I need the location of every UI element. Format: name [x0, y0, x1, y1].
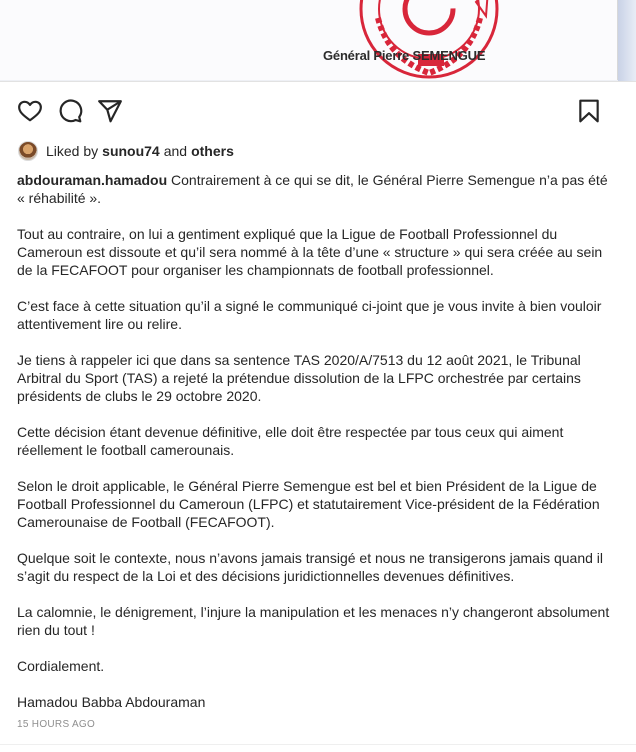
caption-paragraph: C’est face à cette situation qu’il a signé le communiqué ci-joint que je vous invite à bien vouloir attentivement lire ou relire.	[17, 298, 602, 332]
caption-paragraph: Je tiens à rappeler ici que dans sa sentence TAS 2020/A/7513 du 12 août 2021, le Tribunal Arbitral du Sport (TAS) a rejeté la prétendue dissolution de la LFPC orchestrée par certains présidents de clubs le 29 octobre 2020.	[17, 352, 581, 404]
paper-plane-icon	[97, 98, 123, 124]
bookmark-icon	[576, 98, 602, 124]
caption-paragraph: Tout au contraire, on lui a gentiment expliqué que la Ligue de Football Professionnel du Cameroun est dissoute et qu’il sera nommé à la tête d’une « structure » qui sera créée au sein de la FECAFOOT pour organiser les championnats de football professionnel.	[17, 226, 603, 278]
like-button[interactable]	[15, 96, 45, 126]
caption-paragraph: Cette décision étant devenue définitive, elle doit être respectée par tous ceux qui aiment réellement le football camerounais.	[17, 424, 564, 458]
caption-first-text: Contrairement à ce qui se dit, le Général Pierre Semengue n’a pas été « réhabilité ».	[17, 172, 608, 206]
post-image[interactable]	[0, 0, 636, 82]
liker-username-link[interactable]: sunou74	[102, 143, 160, 159]
avatar[interactable]	[18, 141, 38, 161]
comment-icon	[57, 98, 83, 124]
action-bar	[0, 96, 636, 128]
post-timestamp[interactable]: 15 HOURS AGO	[17, 719, 96, 730]
share-button[interactable]	[95, 96, 125, 126]
divider	[0, 744, 636, 745]
comment-button[interactable]	[55, 96, 85, 126]
caption-paragraph: Quelque soit le contexte, nous n’avons jamais transigé et nous ne transigerons jamais quand il s’agit du respect de la Loi et des décisions juridictionnelles devenues définitives.	[17, 550, 604, 584]
caption-closing: Cordialement.	[17, 658, 105, 674]
caption-signature: Hamadou Babba Abdouraman	[17, 694, 206, 710]
scan-edge	[618, 0, 636, 82]
signature-name: Général Pierre SEMENGUE	[323, 48, 486, 63]
save-button[interactable]	[574, 96, 604, 126]
likes-prefix: Liked by	[46, 143, 99, 159]
likes-conjunction: and	[163, 143, 188, 159]
stamp-seal	[358, 0, 500, 80]
caption-intro	[17, 171, 617, 207]
author-username-link[interactable]: abdouraman.hamadou	[17, 172, 168, 188]
heart-icon	[17, 98, 43, 124]
caption-paragraph: Selon le droit applicable, le Général Pierre Semengue est bel et bien Président de la Ligue de Football Professionnel du Cameroun (LFPC) et statutairement Vice-président de la Fédération Camerounaise de Football (FECAFOOT).	[17, 478, 600, 530]
likes-summary	[18, 141, 234, 161]
caption-paragraph: La calomnie, le dénigrement, l’injure la manipulation et les menaces n’y changeront absolument rien du tout !	[17, 604, 610, 638]
others-link[interactable]: others	[191, 143, 234, 159]
caption	[17, 171, 617, 729]
document-scan	[0, 0, 618, 80]
